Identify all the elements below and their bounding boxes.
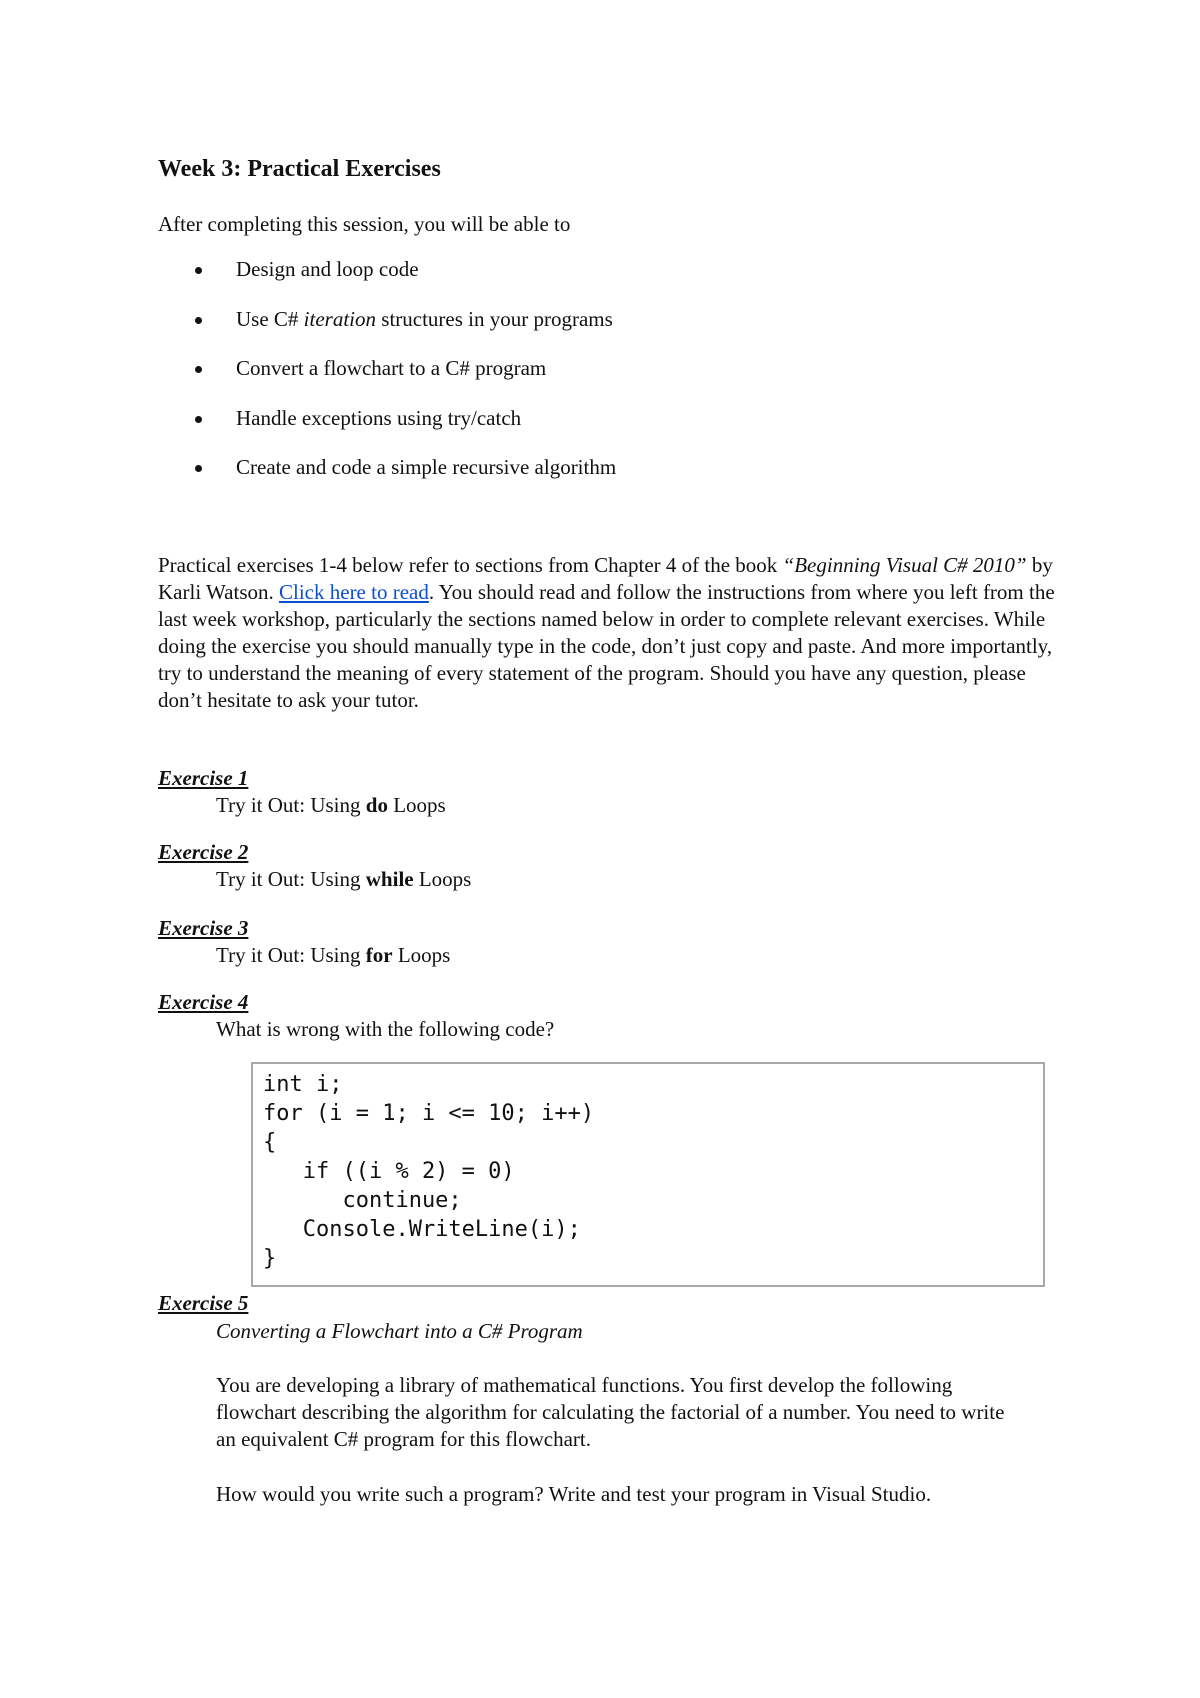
bullet-icon [195, 465, 202, 472]
exercise-3-text: Try it Out: Using for Loops [216, 943, 451, 967]
bullet-icon [195, 267, 202, 274]
exercise-1-text: Try it Out: Using do Loops [216, 793, 446, 817]
click-here-link[interactable]: Click here to read [279, 580, 429, 604]
exercise-2-text: Try it Out: Using while Loops [216, 867, 472, 891]
list-item: Use C# iteration structures in your programs [158, 306, 958, 356]
list-item: Convert a flowchart to a C# program [158, 355, 958, 405]
code-line: { [263, 1130, 277, 1155]
exercise-5-subtitle: Converting a Flowchart into a C# Program [216, 1319, 583, 1343]
book-title: “Beginning Visual C# 2010” [782, 553, 1027, 577]
exercise-2-heading: Exercise 2 [158, 840, 249, 864]
objectives-list [158, 256, 958, 504]
code-block [251, 1062, 1045, 1287]
instructions-paragraph: Practical exercises 1-4 below refer to sections from Chapter 4 of the book “Beginning Visual C# 2010” by Karli Watson. Click here to read. You should read and follow the instructions from where you left from the last week workshop, particularly the sections named below in order to complete relevant exercises. While doing the exercise you should manually type in the code, don’t just copy and paste. And more importantly, try to understand the meaning of every statement of the program. Should you have any question, please don’t hesitate to ask your tutor. [158, 553, 1055, 712]
list-item: Design and loop code [158, 256, 958, 306]
code-line: } [263, 1246, 277, 1271]
page-title: Week 3: Practical Exercises [158, 156, 441, 182]
exercise-5-description: You are developing a library of mathematical functions. You first develop the following flowchart describing the algorithm for calculating the factorial of a number. You need to write an equivalent C# program for this flowchart. [216, 1373, 1005, 1451]
code-line: Console.WriteLine(i); [263, 1217, 581, 1242]
bullet-icon [195, 366, 202, 373]
bullet-icon [195, 317, 202, 324]
intro-text: After completing this session, you will be able to [158, 212, 571, 236]
code-line: if ((i % 2) = 0) [263, 1159, 515, 1184]
exercise-4-heading: Exercise 4 [158, 990, 249, 1014]
exercise-4-text: What is wrong with the following code? [216, 1017, 555, 1041]
bullet-icon [195, 416, 202, 423]
exercise-1-heading: Exercise 1 [158, 766, 249, 790]
code-line: int i; [263, 1072, 343, 1097]
code-line: continue; [263, 1188, 462, 1213]
exercise-3-heading: Exercise 3 [158, 916, 249, 940]
exercise-5-heading: Exercise 5 [158, 1291, 249, 1315]
list-item: Handle exceptions using try/catch [158, 405, 958, 455]
code-line: for (i = 1; i <= 10; i++) [263, 1101, 595, 1126]
list-item: Create and code a simple recursive algorithm [158, 454, 958, 504]
exercise-5-question: How would you write such a program? Write and test your program in Visual Studio. [216, 1482, 932, 1506]
